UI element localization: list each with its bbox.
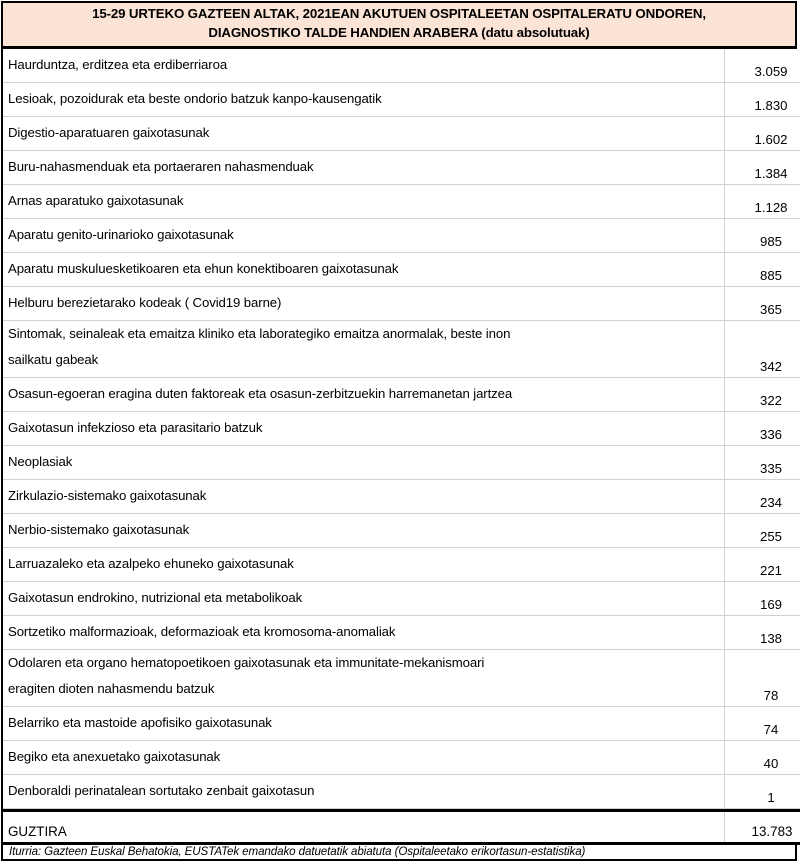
row-value: 74 [725,706,800,740]
row-value: 342 [725,320,800,377]
row-label-line: Digestio-aparatuaren gaixotasunak [8,120,720,146]
row-label [2,411,725,445]
row-label-line: Begiko eta anexuetako gaixotasunak [8,744,720,770]
row-label-line: Aparatu muskuluesketikoaren eta ehun konektiboaren gaixotasunak [8,256,720,282]
row-label-line: Denboraldi perinatalean sortutako zenbait gaixotasun [8,778,720,804]
table-row [2,740,800,774]
row-value: 336 [725,411,800,445]
source-text: Iturria: Gazteen Euskal Behatokia, EUSTATek emandako datuetatik abiatuta (Ospitaleetako erikortasun-estatistika) [9,845,585,859]
row-value: 3.059 [725,49,800,83]
row-value: 1.830 [725,82,800,116]
row-value: 40 [725,740,800,774]
row-label [2,377,725,411]
row-label-line: Larruazaleko eta azalpeko ehuneko gaixotasunak [8,551,720,577]
total-row [2,810,800,843]
row-value: 234 [725,479,800,513]
table-row [2,547,800,581]
row-label [2,581,725,615]
table-row [2,581,800,615]
row-label [2,513,725,547]
diagnosis-rows-table [1,49,800,809]
table-row [2,774,800,808]
row-label [2,615,725,649]
source-footer [1,845,797,861]
row-label-line: Buru-nahasmenduak eta portaeraren nahasmenduak [8,154,720,180]
row-label [2,706,725,740]
row-label [2,252,725,286]
row-value: 1 [725,774,800,808]
row-value: 255 [725,513,800,547]
table-row [2,513,800,547]
row-label [2,218,725,252]
row-label-line: Neoplasiak [8,449,720,475]
row-label-line: Belarriko eta mastoide apofisiko gaixotasunak [8,710,720,736]
total-label: GUZTIRA [2,810,725,843]
row-label-line: Nerbio-sistemako gaixotasunak [8,517,720,543]
table-row [2,706,800,740]
table-row [2,286,800,320]
table-row [2,218,800,252]
row-label-line: Odolaren eta organo hematopoetikoen gaixotasunak eta immunitate-mekanismoari [8,650,720,676]
row-label-line: Osasun-egoeran eragina duten faktoreak eta osasun-zerbitzuekin harremanetan jartzea [8,381,720,407]
table-body [2,49,800,809]
table-row [2,377,800,411]
row-label-line: Zirkulazio-sistemako gaixotasunak [8,483,720,509]
row-value: 78 [725,649,800,706]
row-value: 335 [725,445,800,479]
row-label [2,116,725,150]
row-label-line: eragiten dioten nahasmendu batzuk [8,676,720,702]
table-row [2,150,800,184]
row-value: 169 [725,581,800,615]
row-label [2,740,725,774]
total-value: 13.783 [725,810,800,843]
table-row [2,252,800,286]
table-title-line-1: 15-29 URTEKO GAZTEEN ALTAK, 2021EAN AKUTUEN OSPITALEETAN OSPITALERATU ONDOREN, [92,5,706,24]
row-label [2,184,725,218]
row-label [2,150,725,184]
table-row [2,411,800,445]
row-value: 1.128 [725,184,800,218]
table-row [2,320,800,377]
row-label-line: Sortzetiko malformazioak, deformazioak eta kromosoma-anomaliak [8,619,720,645]
row-label [2,49,725,83]
table-title-line-2: DIAGNOSTIKO TALDE HANDIEN ARABERA (datu absolutuak) [208,24,589,43]
row-label-line: Sintomak, seinaleak eta emaitza kliniko eta laborategiko emaitza anormalak, beste inon [8,321,720,347]
row-label-line: Arnas aparatuko gaixotasunak [8,188,720,214]
table-row [2,649,800,706]
row-label [2,479,725,513]
table-row [2,184,800,218]
row-value: 1.384 [725,150,800,184]
table-row [2,615,800,649]
table-row [2,49,800,83]
row-label-line: Aparatu genito-urinarioko gaixotasunak [8,222,720,248]
row-label-line: Haurduntza, erditzea eta erdiberriaroa [8,52,720,78]
total-row-table [1,809,800,845]
row-label [2,320,725,377]
row-label [2,547,725,581]
row-value: 985 [725,218,800,252]
row-label-line: Gaixotasun infekzioso eta parasitario batzuk [8,415,720,441]
row-label-line: Gaixotasun endrokino, nutrizional eta metabolikoak [8,585,720,611]
table-row [2,82,800,116]
row-label-line: sailkatu gabeak [8,347,720,373]
row-label [2,82,725,116]
row-label [2,286,725,320]
row-label-line: Lesioak, pozoidurak eta beste ondorio batzuk kanpo-kausengatik [8,86,720,112]
table-row [2,479,800,513]
row-label-line: Helburu berezietarako kodeak ( Covid19 barne) [8,290,720,316]
row-value: 885 [725,252,800,286]
row-label [2,445,725,479]
row-value: 322 [725,377,800,411]
row-label [2,774,725,808]
row-value: 1.602 [725,116,800,150]
table-row [2,445,800,479]
table-title-block [1,1,797,49]
row-value: 138 [725,615,800,649]
table-row [2,116,800,150]
row-label [2,649,725,706]
row-value: 365 [725,286,800,320]
row-value: 221 [725,547,800,581]
